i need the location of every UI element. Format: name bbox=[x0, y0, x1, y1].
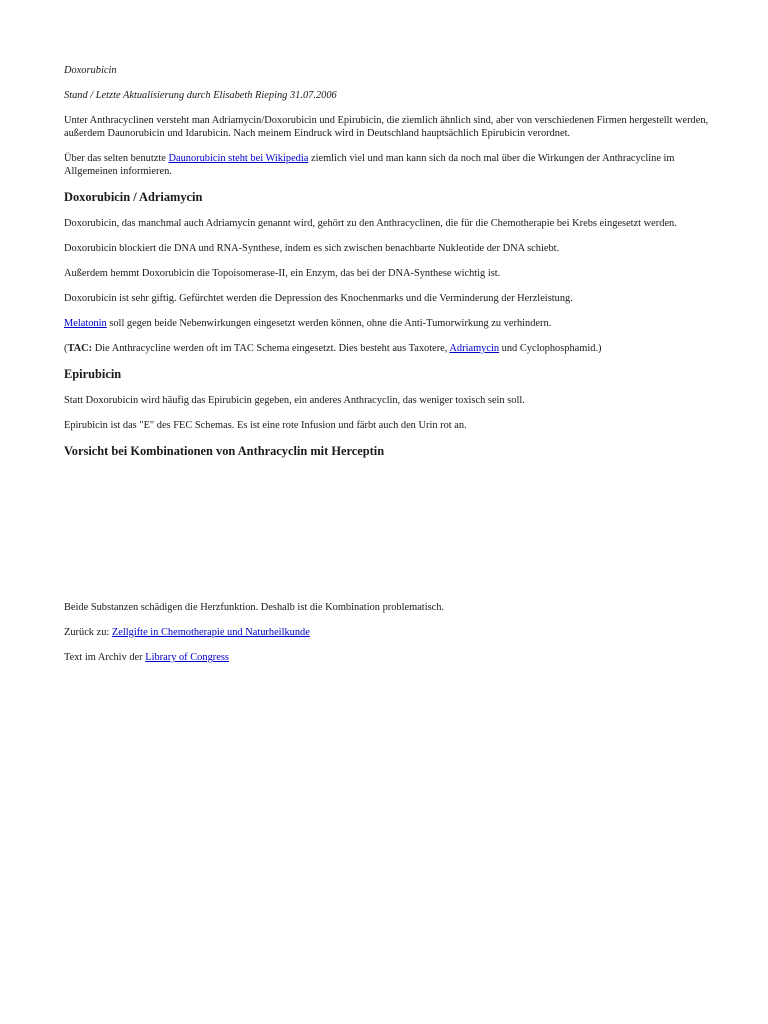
epirubicin-heading: Epirubicin bbox=[64, 367, 122, 381]
epirubicin-paragraph-1: Statt Doxorubicin wird häufig das Epirubicin gegeben, ein anderes Anthracyclin, das weniger toxisch sein soll. bbox=[64, 395, 525, 406]
melatonin-paragraph bbox=[64, 317, 724, 330]
doxorubicin-paragraph-1: Doxorubicin, das manchmal auch Adriamycin genannt wird, gehört zu den Anthracyclinen, die für die Chemotherapie bei Krebs eingesetzt werden. bbox=[64, 218, 677, 229]
heart-function-paragraph: Beide Substanzen schädigen die Herzfunktion. Deshalb ist die Kombination problematisch. bbox=[64, 602, 445, 613]
back-label: Zurück zu: bbox=[64, 627, 112, 638]
doxorubicin-paragraph-3: Außerdem hemmt Doxorubicin die Topoisomerase-II, ein Enzym, das bei der DNA-Synthese wichtig ist. bbox=[64, 268, 501, 279]
doxorubicin-paragraph-2: Doxorubicin blockiert die DNA und RNA-Synthese, indem es sich zwischen benachbarte Nukleotide der DNA schiebt. bbox=[64, 243, 560, 254]
wikipedia-text-before: Über das selten benutzte bbox=[64, 153, 169, 164]
archive-paragraph bbox=[64, 651, 724, 664]
library-of-congress-link[interactable]: Library of Congress bbox=[145, 652, 229, 663]
archive-label: Text im Archiv der bbox=[64, 652, 146, 663]
herceptin-heading: Vorsicht bei Kombinationen von Anthracyclin mit Herceptin bbox=[64, 444, 385, 458]
intro-paragraph: Unter Anthracyclinen versteht man Adriamycin/Doxorubicin und Epirubicin, die ziemlich ähnlich sind, aber von verschiedenen Firmen hergestellt werden, außerdem Daunorubicin und Idarubicin. Nach meinem Eindruck wird in Deutschland hauptsächlich Epirubicin verordnet. bbox=[64, 115, 709, 139]
tac-paragraph bbox=[64, 342, 724, 355]
document-title: Doxorubicin bbox=[64, 65, 117, 76]
document-page bbox=[64, 64, 724, 676]
melatonin-link[interactable]: Melatonin bbox=[64, 318, 107, 329]
melatonin-text: soll gegen beide Nebenwirkungen eingesetzt werden können, ohne die Anti-Tumorwirkung zu verhindern. bbox=[106, 318, 552, 329]
tac-text: Die Anthracycline werden oft im TAC Schema eingesetzt. Dies besteht aus Taxotere, bbox=[92, 343, 450, 354]
tac-open-paren: ( bbox=[64, 343, 68, 354]
blank-space bbox=[64, 471, 724, 601]
doxorubicin-paragraph-4: Doxorubicin ist sehr giftig. Gefürchtet werden die Depression des Knochenmarks und die Verminderung der Herzleistung. bbox=[64, 293, 573, 304]
tac-end: und Cyclophosphamid.) bbox=[499, 343, 602, 354]
tac-label: TAC: bbox=[67, 343, 93, 354]
back-paragraph bbox=[64, 626, 724, 639]
update-note: Stand / Letzte Aktualisierung durch Elisabeth Rieping 31.07.2006 bbox=[64, 90, 337, 101]
wikipedia-text-after: ziemlich viel und man kann sich da noch mal über die Wirkungen der Anthracycline im Allgemeinen informieren. bbox=[64, 153, 675, 177]
daunorubicin-wikipedia-link[interactable]: Daunorubicin steht bei Wikipedia bbox=[168, 153, 309, 164]
zellgifte-link[interactable]: Zellgifte in Chemotherapie und Naturheilkunde bbox=[111, 627, 310, 638]
doxorubicin-heading: Doxorubicin / Adriamycin bbox=[64, 190, 203, 204]
wikipedia-paragraph bbox=[64, 152, 724, 178]
adriamycin-link[interactable]: Adriamycin bbox=[449, 343, 500, 354]
epirubicin-paragraph-2: Epirubicin ist das "E" des FEC Schemas. Es ist eine rote Infusion und färbt auch den Urin rot an. bbox=[64, 420, 467, 431]
